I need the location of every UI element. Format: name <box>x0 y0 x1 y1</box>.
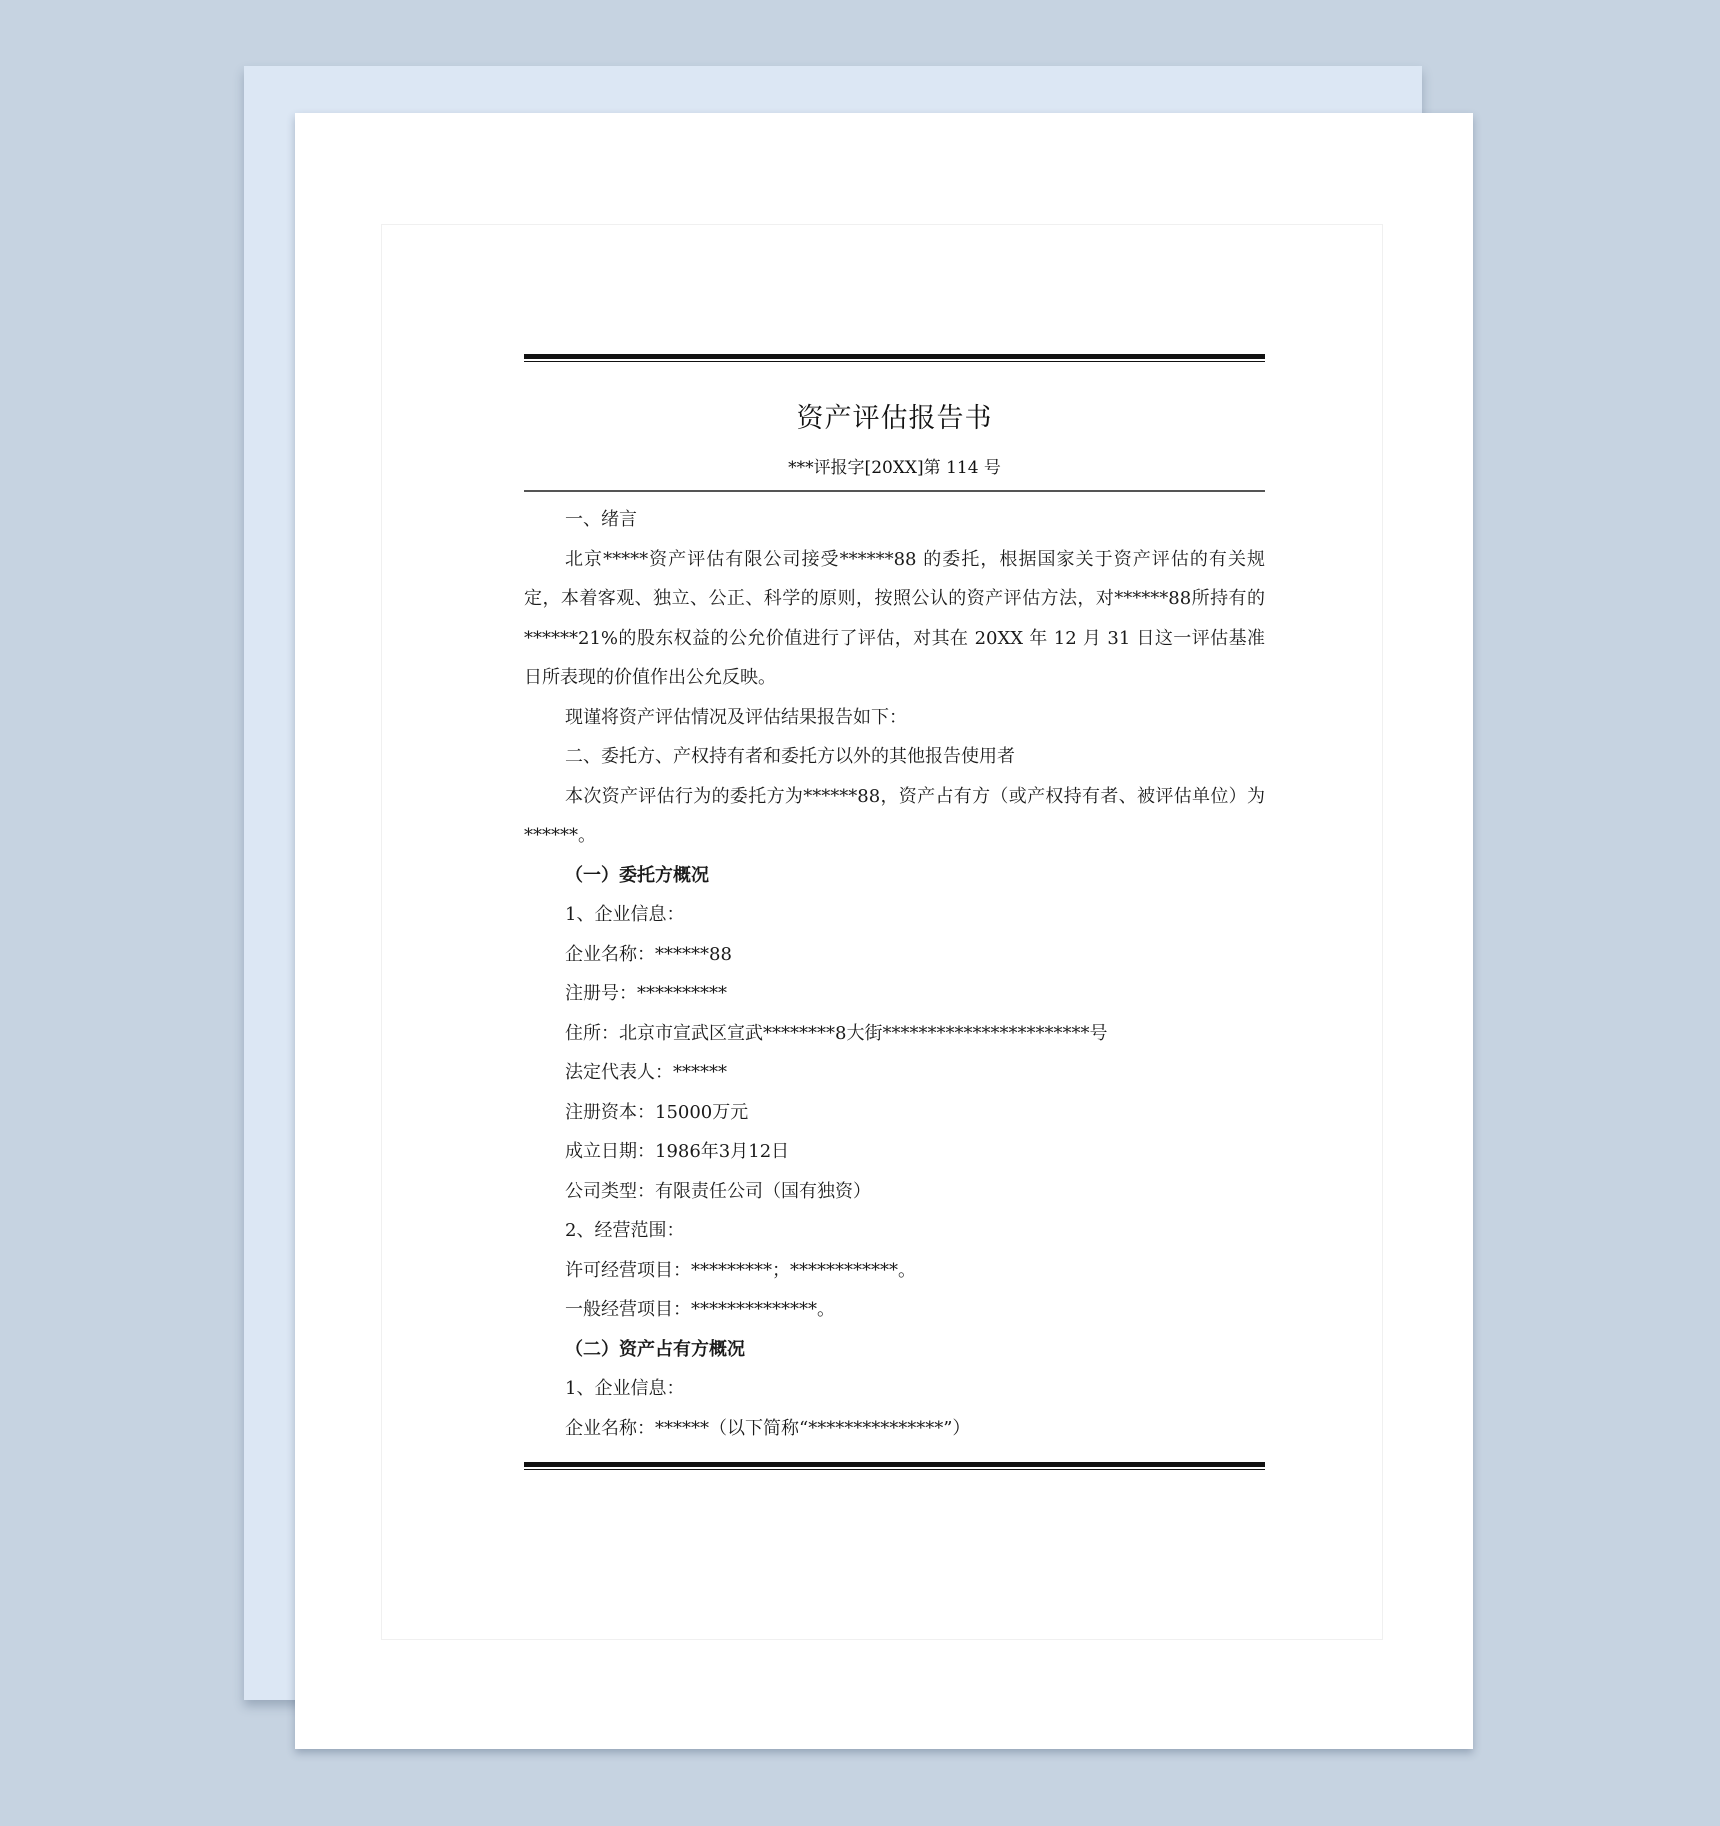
sub2-company-name: 企业名称：******（以下简称“***************”） <box>565 1417 971 1439</box>
sub2-heading: （二）资产占有方概况 <box>565 1338 745 1360</box>
licensed-operations: 许可经营项目：*********；************。 <box>565 1259 916 1281</box>
company-name: 企业名称：******88 <box>565 943 732 965</box>
company-address: 住所：北京市宣武区宣武********8大街***********************号 <box>565 1022 1108 1044</box>
document-number: ***评报字[20XX]第 114 号 <box>788 458 1001 478</box>
title-divider <box>524 490 1265 492</box>
intro-heading: 一、绪言 <box>565 509 637 530</box>
header-double-rule <box>524 354 1265 362</box>
legal-representative: 法定代表人：****** <box>565 1062 727 1083</box>
intro-paragraph: 北京*****资产评估有限公司接受******88 的委托，根据国家关于资产评估的有关规定，本着客观、独立、公正、科学的原则，按照公认的资产评估方法，对******88所持有的******21%的股东权益的公允价值进行了评估，对其在 20XX 年 12 月 31 日这一评估基准日所表现的价值作出公允反映。 <box>524 548 1265 688</box>
sub1-item2: 2、经营范围： <box>565 1220 685 1241</box>
sub1-item1: 1、企业信息： <box>565 904 685 925</box>
intro-paragraph-2: 现谨将资产评估情况及评估结果报告如下： <box>565 706 907 728</box>
document-page <box>295 113 1473 1749</box>
section2-paragraph: 本次资产评估行为的委托方为******88，资产占有方（或产权持有者、被评估单位）为******。 <box>524 785 1265 846</box>
section2-heading: 二、委托方、产权持有者和委托方以外的其他报告使用者 <box>565 746 1015 767</box>
sub2-item1: 1、企业信息： <box>565 1378 685 1399</box>
established-date: 成立日期：1986年3月12日 <box>565 1141 790 1162</box>
company-type: 公司类型：有限责任公司（国有独资） <box>565 1180 871 1202</box>
general-operations: 一般经营项目：**************。 <box>565 1299 835 1320</box>
document-title: 资产评估报告书 <box>796 403 993 434</box>
sub1-heading: （一）委托方概况 <box>565 864 709 886</box>
registered-capital: 注册资本：15000万元 <box>565 1101 749 1123</box>
registration-number: 注册号：********** <box>565 983 727 1004</box>
footer-double-rule <box>524 1462 1265 1470</box>
document-content <box>524 354 1265 1470</box>
document-body <box>524 500 1265 1448</box>
